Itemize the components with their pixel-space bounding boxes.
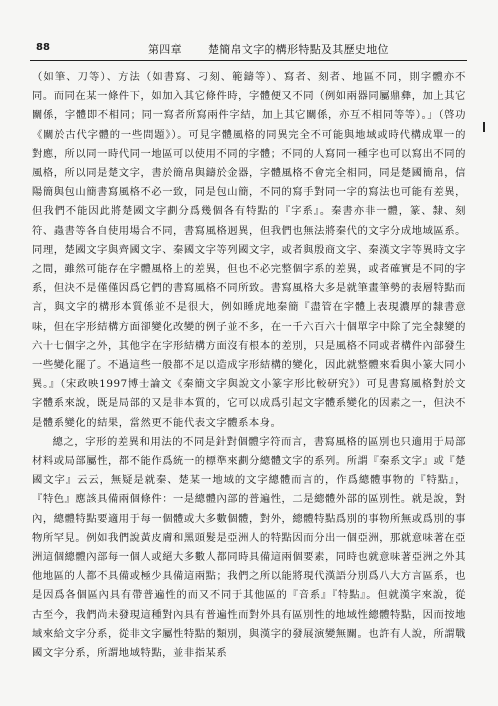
body-text [32,68,466,663]
chapter-label: 第四章 [148,43,182,56]
header-rule [30,60,467,61]
margin-mark [483,122,485,132]
page-number: 88 [36,42,50,53]
paragraph-2: 總之，字形的差異和用法的不同是針對個體字符而言，書寫風格的區別也只適用于局部材料或局部屬性，都不能作爲統一的標準來劃分總體文字的系列。所謂『秦系文字』或『楚國文字』云云，無疑是就秦、楚某一地域的文字總體而言的，作爲總體事物的『特點』，『特色』應該具備兩個條件：一是總體內部的普遍性，二是總體外部的區別性。就是說，對內，總體特點要適用于每一個體或大多數個體，對外，總體特點爲別的事物所無或爲別的事物所罕見。例如我們說黃皮膚和黑頭髮是亞洲人的特點因而分出一個亞洲，那就意味著在亞洲這個總體內部每一個人或絕大多數人都同時具備這兩個要素，同時也就意味著亞洲之外其他地區的人都不具備或極少具備這兩點；我們之所以能將現代漢語分別爲八大方言區系，也是因爲各個區內具有帶普遍性的而又不同于其他區的『音系』『特點』。但就漢字來說，從古至今，我們尚未發現這種對內具有普遍性而對外具有區別性的地域性總體特點，因而按地域來給文字分系，從非文字屬性特點的類別，與漢字的發展演變無關。也許有人說，所謂戰國文字分系，所謂地域特點，並非指某系 [32,435,466,660]
paragraph-1: （如筆、刀等）、方法（如書寫、刁刻、範鑄等）、寫者、刻者、地區不同，則字體亦不同。而同在某一條件下，如加入其它條件時，字體便又不同（例如兩器同屬鼎彝，加上其它關係，字體即不相同；同一寫者所寫兩件字結，加上其它關係，亦互不相同等等）。」（啓功《關於古代字體的一些問題》）。可見字體風格的同異完全不可能與地域或時代構成單一的對應，所以同一時代同一地區可以使用不同的字體；不同的人寫同一種字也可以寫出不同的風格，所以同是楚文字，書於簡帛與鑄於金器，字體風格不會完全相同，同是楚國簡帛，信陽簡與包山簡書寫風格不必一致，同是包山簡，不同的寫手對同一字的寫法也可能有差異，但我們不能因此將楚國文字劃分爲幾個各有特點的『字系』。秦書亦非一體，篆、隸、刻符、蟲書等各自使用場合不同，書寫風格迥異，但我們也無法將秦代的文字分成地域區系。同理，楚國文字與齊國文字、秦國文字等列國文字，或者與殷商文字、秦漢文字等異時文字之間，雖然可能存在字體風格上的差異，但也不必完整個字系的差異，或者確實是不同的字系，但決不是僅僅因爲它們的書寫風格不同所致。書寫風格大多是就筆畫筆勢的表層特點而言，與文字的構形本質係並不是很大，例如睡虎地秦簡『盡管在字體上表現濃厚的隸書意味，但在字形結構方面卻變化改變的例子並不多，在一千六百六十個單字中除了完全隸變的六十七個字之外，其他字在字形結構方面沒有根本的差別，只是風格不同或者構件內部發生一些變化罷了。不過這些一般都不足以造成字形結構的變化，因此就整體來看與小篆大同小異。』（宋政映1997博士論文《秦簡文字與說文小篆字形比較研究》）可見書寫風格對於文字體系來說，既是局部的又是非本質的，它可以成爲引起文字體系變化的因素之一，但決不是體系變化的結果，當然更不能代表文字體系本身。 [32,71,466,429]
chapter-title: 楚簡帛文字的構形特點及其歷史地位 [208,43,389,56]
running-header [30,38,467,58]
